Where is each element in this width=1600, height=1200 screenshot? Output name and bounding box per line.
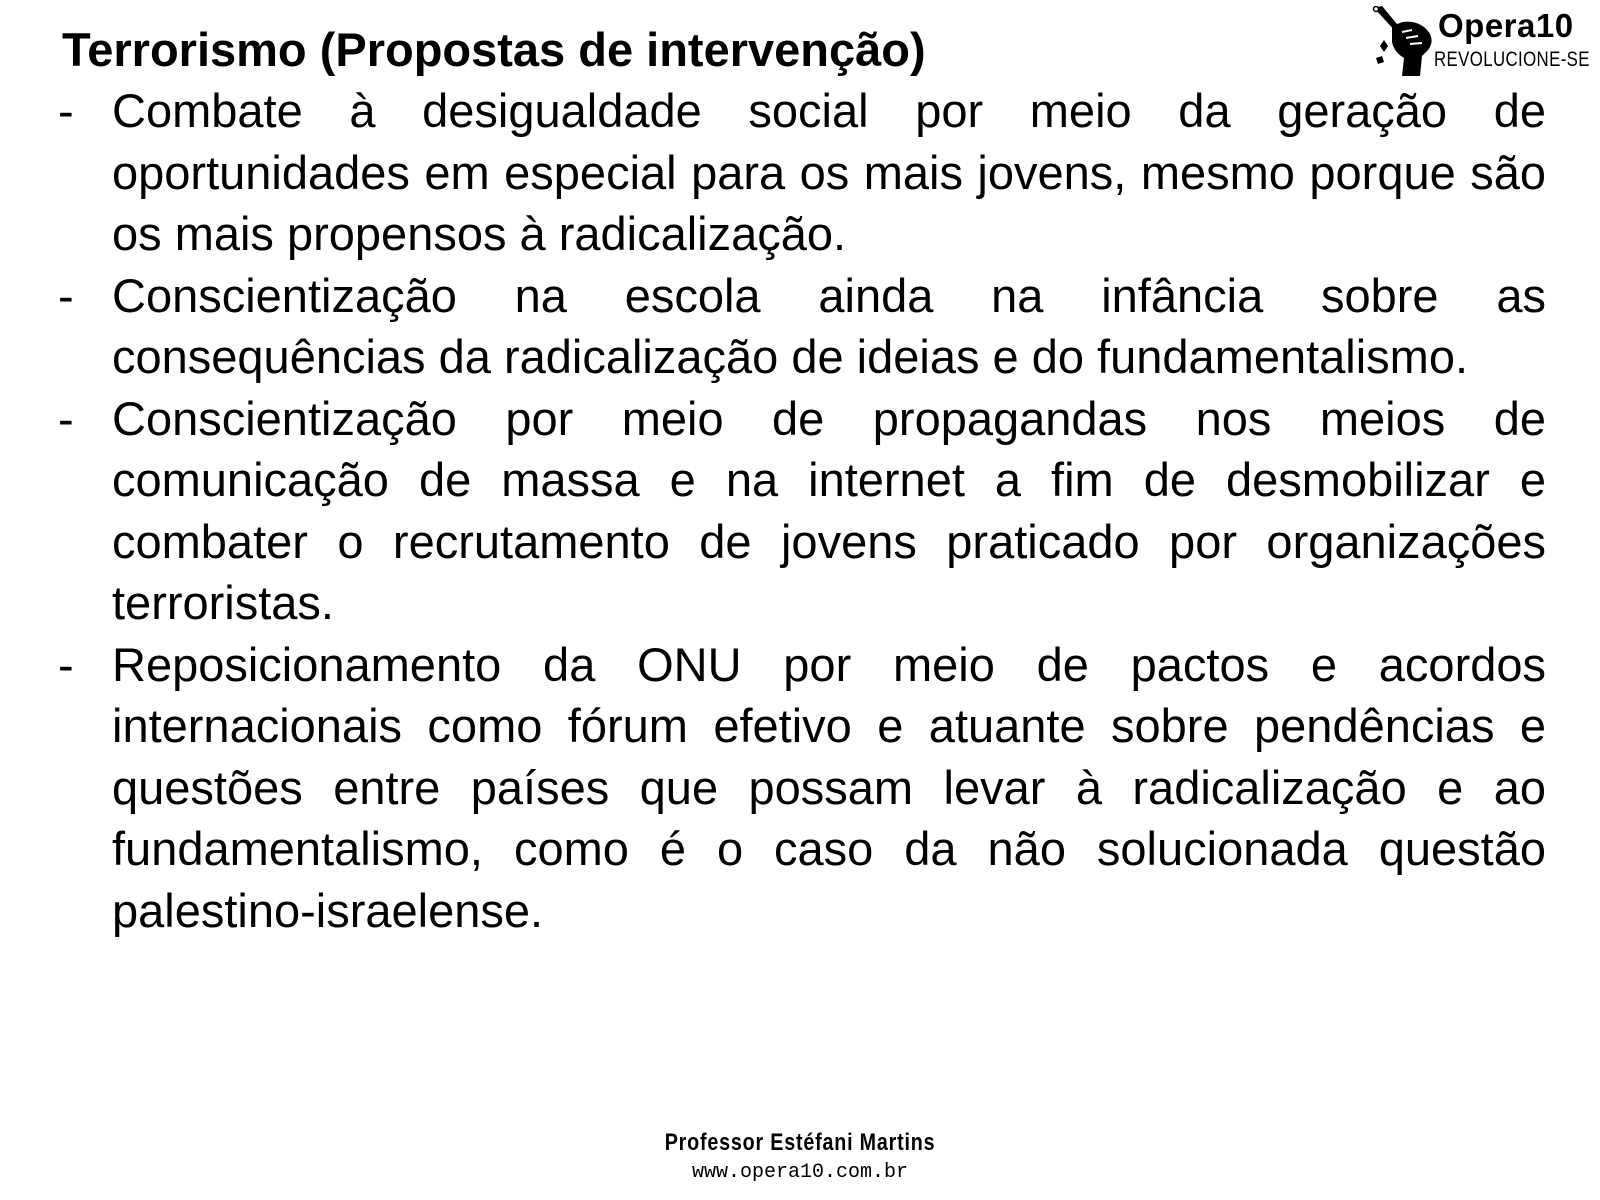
proposal-text: Conscientização por meio de propagandas nos meios de comunicação de massa e na internet a fim de desmobilizar e combater o recrutamento de jovens praticado por organizações terroristas. [112, 391, 1546, 629]
proposal-item [58, 634, 1546, 942]
bullet-dash: - [58, 268, 74, 322]
logo-tagline: REVOLUCIONE-SE [1434, 48, 1590, 71]
proposal-list [58, 80, 1546, 941]
logo-wordmark: Opera10 [1438, 7, 1574, 44]
proposal-item [58, 80, 1546, 265]
slide-title: Terrorismo (Propostas de intervenção) [62, 23, 926, 76]
footer-author: Professor Estéfani Martins [664, 1129, 936, 1156]
footer [0, 1128, 1600, 1186]
raised-fist-with-pen-icon [1372, 6, 1436, 78]
footer-url: www.opera10.com.br [691, 1161, 909, 1184]
proposal-text: Conscientização na escola ainda na infância sobre as consequências da radicalização de ideias e do fundamentalismo. [112, 268, 1546, 383]
bullet-dash: - [58, 637, 74, 691]
bullet-dash: - [58, 84, 74, 137]
proposal-item [58, 265, 1546, 388]
opera10-logo [1372, 6, 1594, 78]
proposal-text: Combate à desigualdade social por meio da geração de oportunidades em especial para os mais jovens, mesmo porque são os mais propensos à radicalização. [112, 84, 1546, 260]
proposal-item [58, 388, 1546, 634]
proposal-text: Reposicionamento da ONU por meio de pactos e acordos internacionais como fórum efetivo e atuante sobre pendências e questões entre países que possam levar à radicalização e ao fundamentalismo, como é o caso da não solucionada questão palestino-israelense. [112, 637, 1546, 937]
bullet-dash: - [58, 391, 74, 445]
